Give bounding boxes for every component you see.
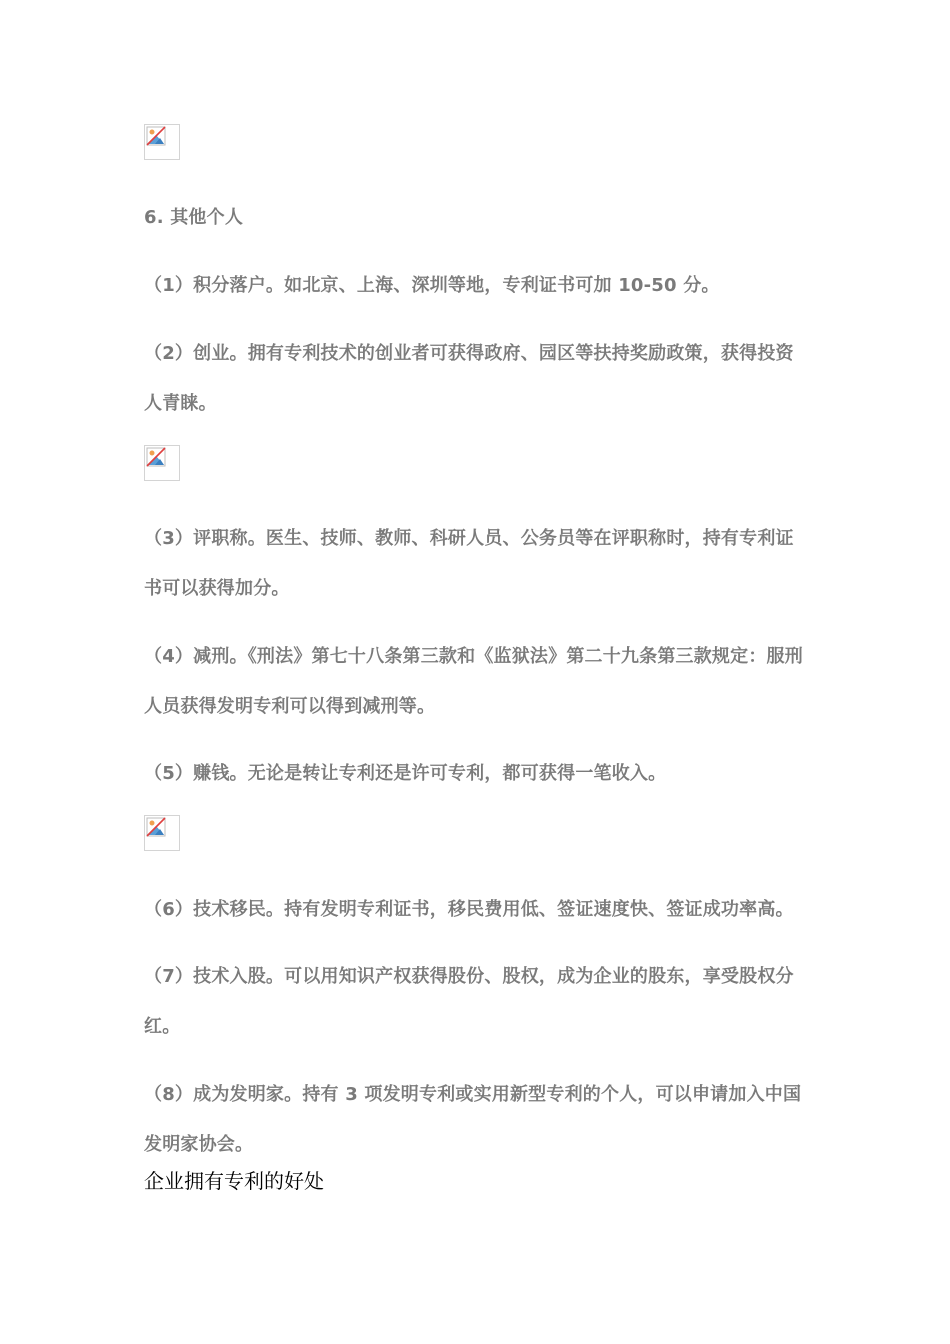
paragraph-3: （3）评职称。医生、技师、教师、科研人员、公务员等在评职称时，持有专利证书可以获得加分。 [144,528,794,599]
next-heading: 企业拥有专利的好处 [144,1169,324,1193]
image-placeholder-1 [144,124,180,160]
paragraph-6: （6）技术移民。持有发明专利证书，移民费用低、签证速度快、签证成功率高。 [144,899,794,920]
paragraph-1: （1）积分落户。如北京、上海、深圳等地，专利证书可加 10-50 分。 [144,275,720,296]
paragraph-8: （8）成为发明家。持有 3 项发明专利或实用新型专利的个人，可以申请加入中国发明家协会。 [144,1084,802,1155]
paragraph-4: （4）减刑。《刑法》第七十八条第三款和《监狱法》第二十九条第三款规定：服刑人员获得发明专利可以得到减刑等。 [144,646,803,717]
paragraph-7: （7）技术入股。可以用知识产权获得股份、股权，成为企业的股东，享受股权分红。 [144,966,794,1037]
paragraph-5: （5）赚钱。无论是转让专利还是许可专利，都可获得一笔收入。 [144,763,667,784]
image-placeholder-3 [144,815,180,851]
section-title: 6. 其他个人 [144,207,244,228]
image-placeholder-2 [144,445,180,481]
paragraph-2: （2）创业。拥有专利技术的创业者可获得政府、园区等扶持奖励政策，获得投资人青睐。 [144,343,794,414]
